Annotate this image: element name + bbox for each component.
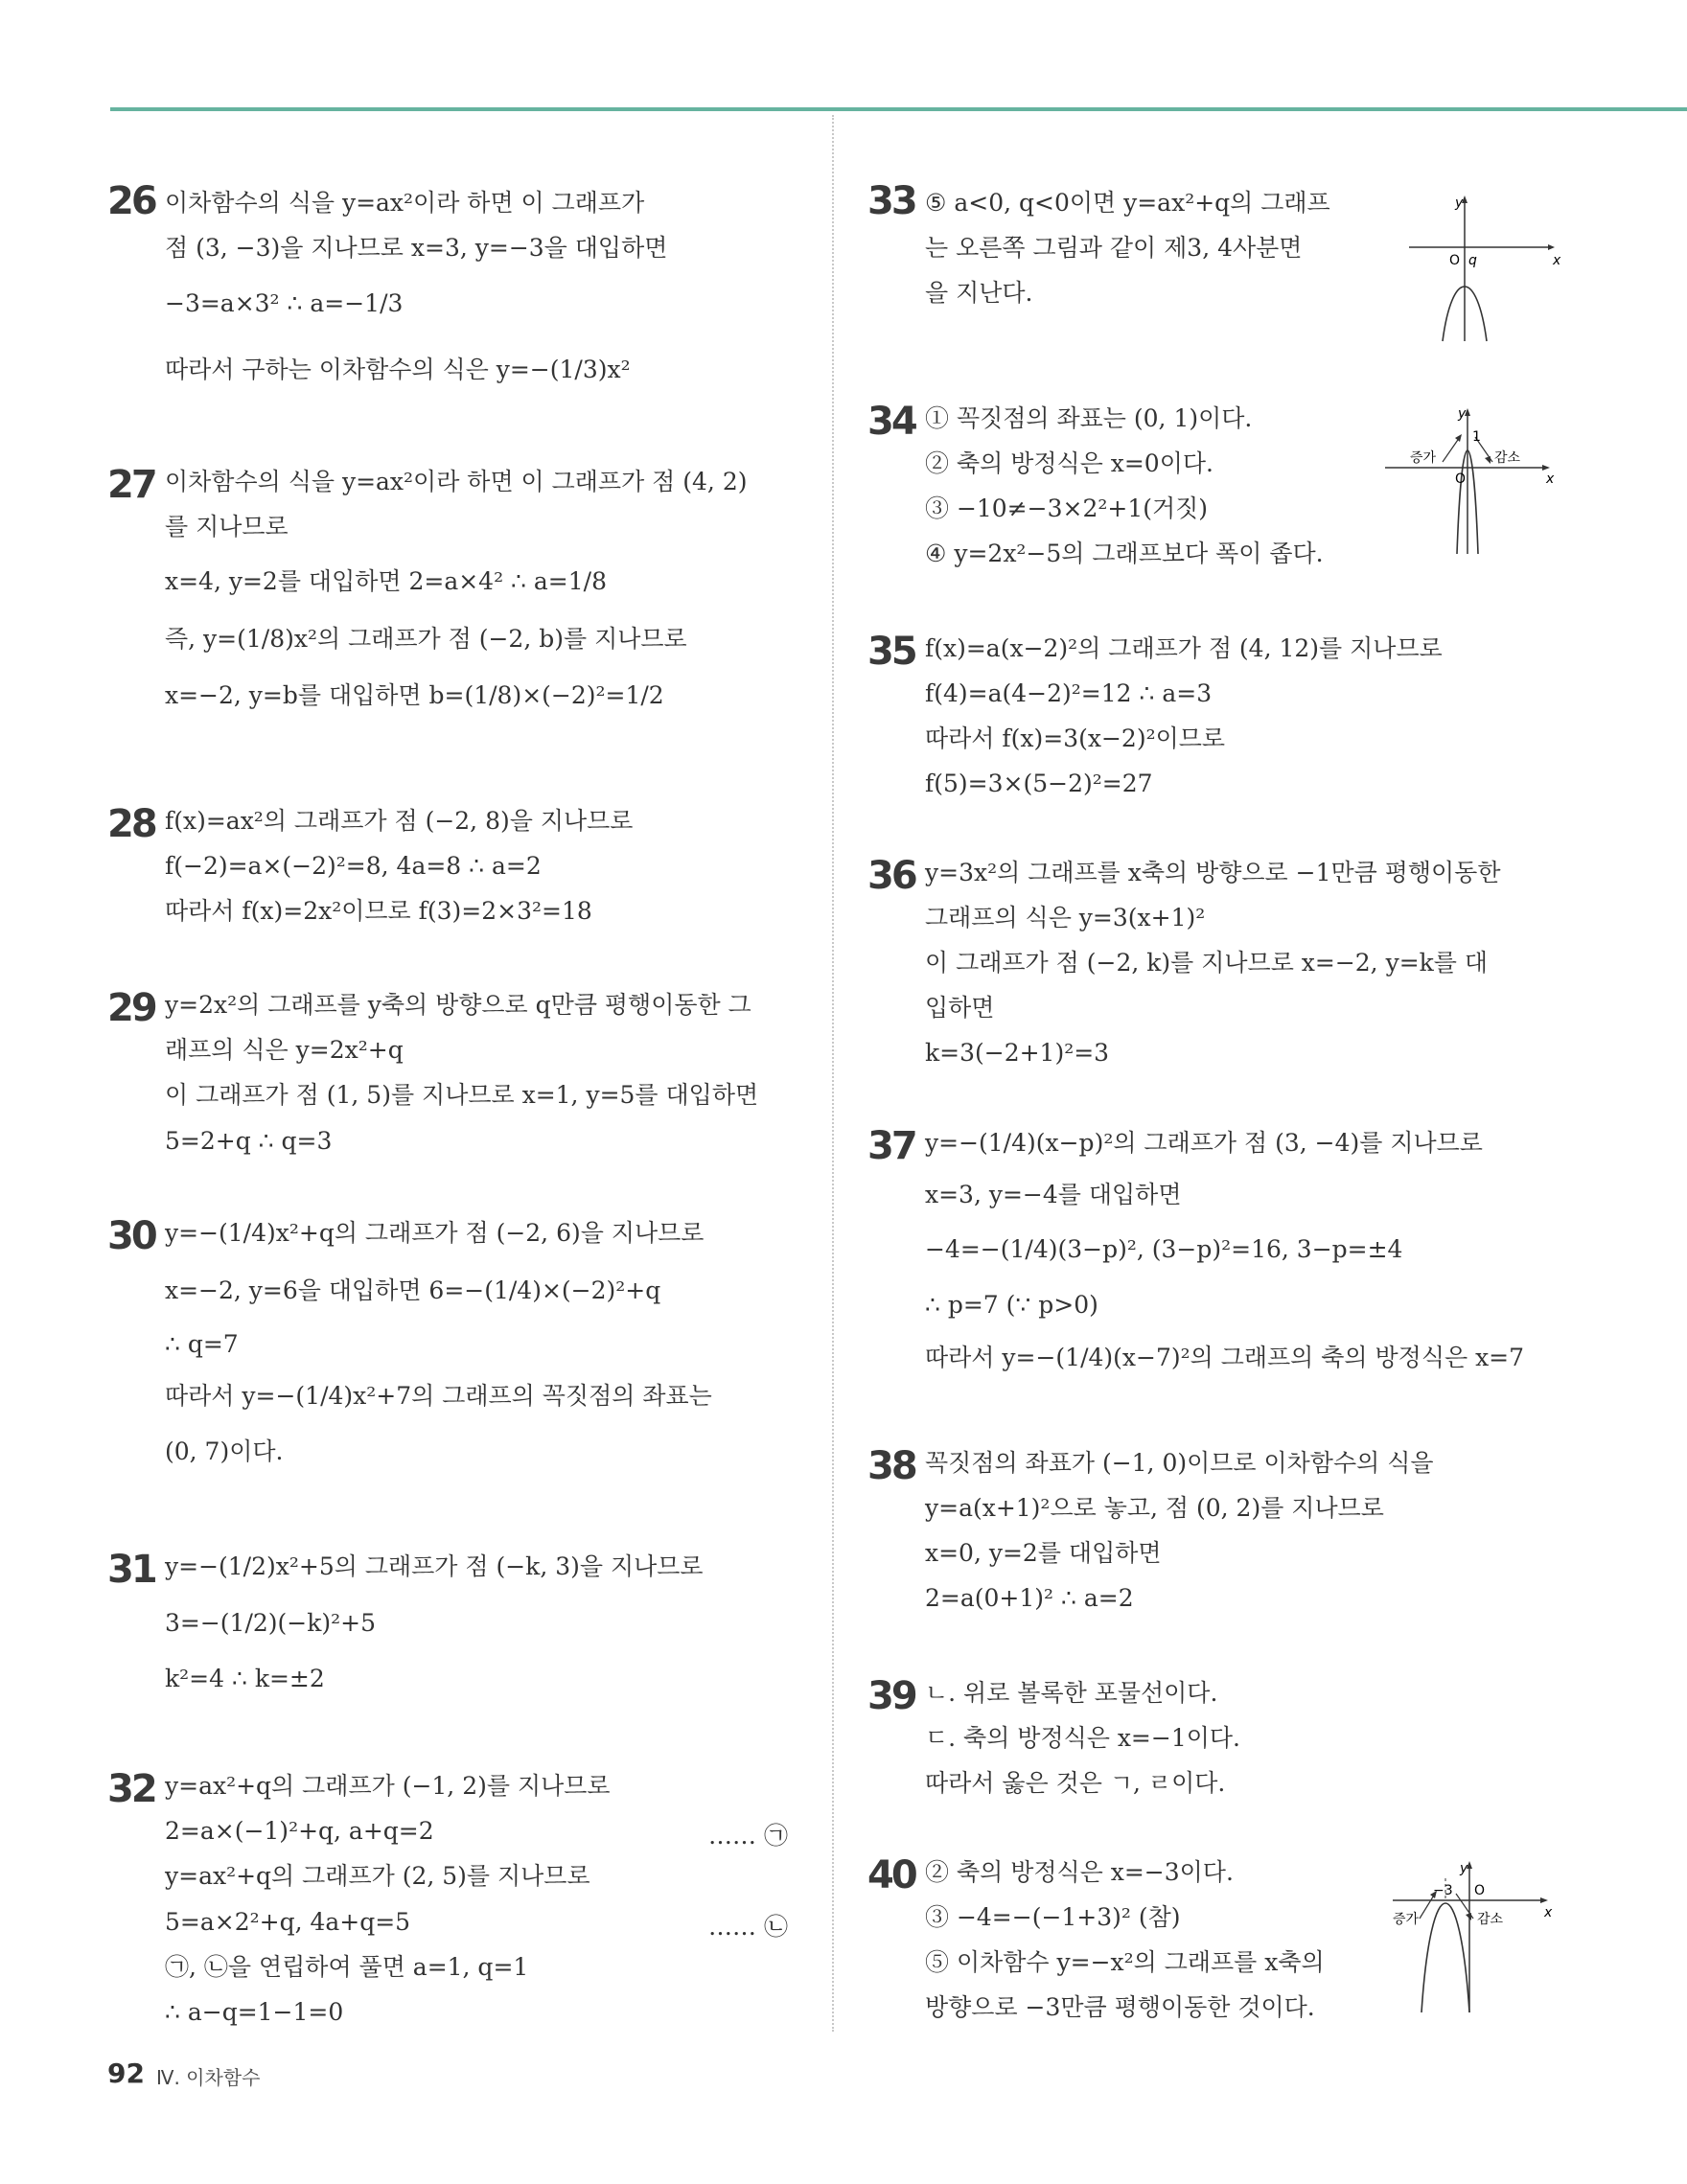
solution-line: y=2x²의 그래프를 y축의 방향으로 q만큼 평행이동한 그	[165, 991, 751, 1019]
solution-line: 이 그래프가 점 (−2, k)를 지나므로 x=−2, y=k를 대	[925, 949, 1489, 977]
problem-number: 34	[867, 400, 915, 444]
vertex-x-label: −3	[1433, 1883, 1453, 1898]
solution-line: 를 지나므로	[165, 513, 289, 540]
solution-line: 2=a(0+1)² ∴ a=2	[925, 1584, 1134, 1612]
problem-number: 36	[867, 854, 915, 898]
solution-line: 꼭짓점의 좌표가 (−1, 0)이므로 이차함수의 식을	[925, 1449, 1434, 1477]
x-axis-label: x	[1553, 253, 1561, 268]
solution-line: f(5)=3×(5−2)²=27	[925, 770, 1153, 797]
solution-line: 점 (3, −3)을 지나므로 x=3, y=−3을 대입하면	[165, 234, 668, 262]
solution-line: x=−2, y=b를 대입하면 b=(1/8)×(−2)²=1/2	[165, 681, 664, 709]
solution-line: x=−2, y=6을 대입하면 6=−(1/4)×(−2)²+q	[165, 1276, 661, 1304]
solution-line: 5=2+q ∴ q=3	[165, 1127, 333, 1155]
problem-number: 39	[867, 1674, 915, 1718]
solution-line: 이차함수의 식을 y=ax²이라 하면 이 그래프가 점 (4, 2)	[165, 468, 748, 495]
solution-line: ③ −10≠−3×2²+1(거짓)	[925, 494, 1209, 522]
origin-label: O	[1455, 471, 1467, 487]
graph-40	[1393, 1859, 1556, 2021]
solution-line: −3=a×3² ∴ a=−1/3	[165, 289, 404, 317]
chapter-title: Ⅳ. 이차함수	[156, 2066, 261, 2089]
solution-line: f(x)=a(x−2)²의 그래프가 점 (4, 12)를 지나므로	[925, 634, 1443, 662]
solution-line: k²=4 ∴ k=±2	[165, 1665, 325, 1692]
problem-number: 26	[107, 179, 155, 223]
solution-line: x=0, y=2를 대입하면	[925, 1539, 1162, 1567]
equation-mark-1: …… ㉠	[708, 1822, 788, 1850]
solution-line: 방향으로 −3만큼 평행이동한 것이다.	[925, 1993, 1315, 2021]
origin-label: O	[1474, 1883, 1486, 1898]
x-axis-label: x	[1544, 1905, 1553, 1920]
y-axis-label: y	[1460, 1861, 1468, 1876]
solution-line: y=ax²+q의 그래프가 (−1, 2)를 지나므로	[165, 1772, 611, 1800]
solution-line: f(x)=ax²의 그래프가 점 (−2, 8)을 지나므로	[165, 807, 634, 835]
solution-line: −4=−(1/4)(3−p)², (3−p)²=16, 3−p=±4	[925, 1235, 1403, 1263]
y-axis-label: y	[1458, 406, 1467, 422]
graph-33	[1409, 192, 1562, 349]
solution-line: (0, 7)이다.	[165, 1437, 284, 1465]
solution-line: y=a(x+1)²으로 놓고, 점 (0, 2)를 지나므로	[925, 1494, 1384, 1522]
solution-line: 따라서 y=−(1/4)x²+7의 그래프의 꼭짓점의 좌표는	[165, 1382, 712, 1410]
problem-number: 38	[867, 1444, 915, 1488]
solution-line: ∴ q=7	[165, 1330, 239, 1358]
graph-34	[1385, 404, 1558, 562]
vertex-label: 1	[1472, 429, 1481, 445]
solution-line: 래프의 식은 y=2x²+q	[165, 1036, 404, 1064]
solution-line: y=3x²의 그래프를 x축의 방향으로 −1만큼 평행이동한	[925, 859, 1501, 886]
x-axis-label: x	[1546, 471, 1555, 487]
problem-number: 31	[107, 1548, 155, 1592]
page-number: 92	[107, 2058, 145, 2089]
column-divider	[832, 115, 834, 2032]
solution-line: f(4)=a(4−2)²=12 ∴ a=3	[925, 679, 1213, 707]
solution-line: y=−(1/4)(x−p)²의 그래프가 점 (3, −4)를 지나므로	[925, 1129, 1483, 1157]
problem-number: 27	[107, 463, 155, 507]
solution-line: 이차함수의 식을 y=ax²이라 하면 이 그래프가	[165, 189, 645, 217]
problem-number: 35	[867, 630, 915, 674]
decrease-label: 감소	[1477, 1912, 1504, 1927]
solution-line: 따라서 옳은 것은 ㄱ, ㄹ이다.	[925, 1769, 1226, 1797]
solution-line: 따라서 구하는 이차함수의 식은 y=−(1/3)x²	[165, 356, 631, 383]
y-axis-label: y	[1455, 195, 1464, 211]
solution-line: ㉠, ㉡을 연립하여 풀면 a=1, q=1	[165, 1953, 529, 1981]
origin-label: O	[1449, 253, 1461, 268]
solution-line: y=ax²+q의 그래프가 (2, 5)를 지나므로	[165, 1862, 590, 1890]
solution-line: x=4, y=2를 대입하면 2=a×4² ∴ a=1/8	[165, 567, 607, 595]
top-rule	[110, 107, 1687, 111]
solution-line: ∴ a−q=1−1=0	[165, 1998, 344, 2026]
problem-number: 37	[867, 1124, 915, 1168]
solution-line: k=3(−2+1)²=3	[925, 1039, 1110, 1067]
problem-number: 32	[107, 1767, 155, 1811]
solution-line: y=−(1/2)x²+5의 그래프가 점 (−k, 3)을 지나므로	[165, 1552, 704, 1580]
q-label: q	[1468, 253, 1477, 268]
problem-number: 29	[107, 986, 155, 1030]
equation-mark-2: …… ㉡	[708, 1913, 788, 1941]
solution-line: y=−(1/4)x²+q의 그래프가 점 (−2, 6)을 지나므로	[165, 1219, 705, 1247]
solution-line: 5=a×2²+q, 4a+q=5	[165, 1908, 411, 1936]
solution-line: x=3, y=−4를 대입하면	[925, 1181, 1182, 1208]
solution-line: 그래프의 식은 y=3(x+1)²	[925, 904, 1206, 931]
solution-line: 즉, y=(1/8)x²의 그래프가 점 (−2, b)를 지나므로	[165, 625, 687, 653]
solution-line: ⑤ a<0, q<0이면 y=ax²+q의 그래프	[925, 189, 1330, 217]
solution-line: 2=a×(−1)²+q, a+q=2	[165, 1817, 434, 1845]
solution-line: ② 축의 방정식은 x=−3이다.	[925, 1858, 1234, 1886]
solution-line: 을 지난다.	[925, 279, 1033, 307]
solution-line: ③ −4=−(−1+3)² (참)	[925, 1903, 1181, 1931]
problem-number: 30	[107, 1214, 155, 1258]
solution-line: 따라서 y=−(1/4)(x−7)²의 그래프의 축의 방정식은 x=7	[925, 1344, 1525, 1371]
solution-line: ⑤ 이차함수 y=−x²의 그래프를 x축의	[925, 1948, 1325, 1976]
decrease-label: 감소	[1494, 450, 1521, 466]
solution-line: 는 오른쪽 그림과 같이 제3, 4사분면	[925, 234, 1303, 262]
solution-line: ∴ p=7 (∵ p>0)	[925, 1291, 1098, 1319]
solution-line: ① 꼭짓점의 좌표는 (0, 1)이다.	[925, 404, 1253, 432]
solution-line: f(−2)=a×(−2)²=8, 4a=8 ∴ a=2	[165, 852, 542, 880]
solution-line: 입하면	[925, 994, 995, 1022]
solution-line: 이 그래프가 점 (1, 5)를 지나므로 x=1, y=5를 대입하면	[165, 1081, 759, 1109]
problem-number: 28	[107, 802, 155, 846]
solution-line: 3=−(1/2)(−k)²+5	[165, 1609, 377, 1637]
increase-label: 증가	[1393, 1912, 1420, 1927]
solution-line: 따라서 f(x)=2x²이므로 f(3)=2×3²=18	[165, 897, 592, 925]
solution-line: ② 축의 방정식은 x=0이다.	[925, 449, 1213, 477]
solution-line: 따라서 f(x)=3(x−2)²이므로	[925, 724, 1226, 752]
problem-number: 33	[867, 179, 915, 223]
solution-line: ㄴ. 위로 볼록한 포물선이다.	[925, 1679, 1218, 1707]
solution-line: ④ y=2x²−5의 그래프보다 폭이 좁다.	[925, 540, 1324, 567]
increase-label: 증가	[1410, 450, 1437, 466]
problem-number: 40	[867, 1853, 915, 1897]
solution-line: ㄷ. 축의 방정식은 x=−1이다.	[925, 1724, 1240, 1752]
